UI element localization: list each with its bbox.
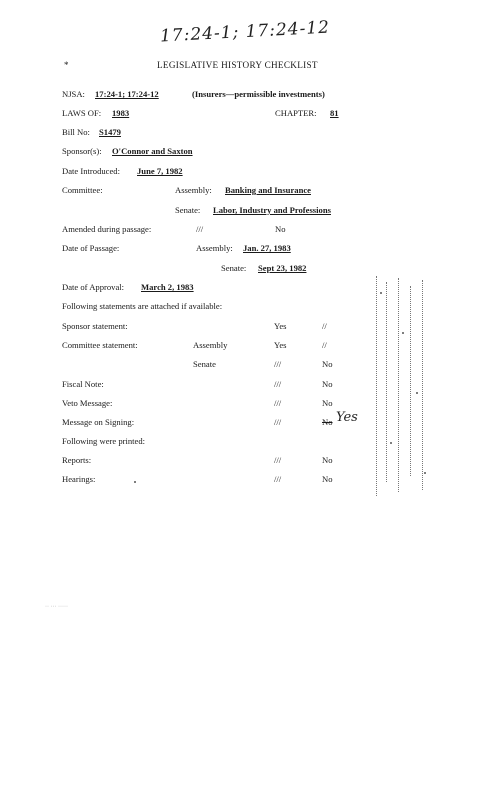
signing-message-label: Message on Signing: [62,417,135,427]
hearings-mark: /// [274,474,282,484]
passage-assembly-label: Assembly: [196,243,233,253]
sponsor-label: Sponsor(s): [62,146,102,156]
signing-message-yes-handwritten: Yes [336,410,358,425]
sponsor-statement-yes: Yes [274,321,287,331]
date-introduced-value: June 7, 1982 [137,166,183,176]
sponsor-statement-mark: // [322,321,327,331]
chapter-label: CHAPTER: [275,108,317,118]
committee-assembly-yes: Yes [274,340,287,350]
committee-statement-assembly: Assembly [193,340,228,350]
committee-statement-label: Committee statement: [62,340,138,350]
approval-label: Date of Approval: [62,282,125,292]
njsa-value: 17:24-1; 17:24-12 [95,89,159,99]
hearings-label: Hearings: [62,474,96,484]
laws-of-label: LAWS OF: [62,108,102,118]
sponsor-value: O'Connor and Saxton [112,146,193,156]
amended-value: No [275,224,286,234]
fiscal-note-mark: /// [274,379,282,389]
committee-assembly-mark: // [322,340,327,350]
passage-senate-label: Senate: [221,263,247,273]
veto-message-label: Veto Message: [62,398,113,408]
scan-speck [134,481,136,483]
laws-of-value: 1983 [112,108,130,118]
subject-text: (Insurers—permissible investments) [192,89,325,99]
committee-senate-label: Senate: [175,205,201,215]
approval-value: March 2, 1983 [141,282,194,292]
signing-message-mark: /// [274,417,282,427]
sponsor-statement-label: Sponsor statement: [62,321,128,331]
fiscal-note-label: Fiscal Note: [62,379,104,389]
committee-statement-senate: Senate [193,359,216,369]
veto-message-no: No [322,398,333,408]
bill-no-value: S1479 [99,127,121,137]
passage-label: Date of Passage: [62,243,120,253]
handwritten-statute-title: 17:24-1; 17:24-12 [159,17,331,47]
committee-senate-mark: /// [274,359,282,369]
printed-note: Following were printed: [62,436,146,446]
assembly-committee-value: Banking and Insurance [225,185,311,195]
signing-message-no-struck: No [322,417,333,427]
chapter-value: 81 [330,108,339,118]
scan-smudge: ·· ··· ····· [45,604,68,610]
committee-assembly-label: Assembly: [175,185,212,195]
passage-assembly-value: Jan. 27, 1983 [243,243,291,253]
amended-label: Amended during passage: [62,224,152,234]
reports-label: Reports: [62,455,92,465]
reports-no: No [322,455,333,465]
committee-label: Committee: [62,185,103,195]
scan-edge-artifact [372,272,432,502]
fiscal-note-no: No [322,379,333,389]
veto-message-mark: /// [274,398,282,408]
njsa-label: NJSA: [62,89,85,99]
hearings-no: No [322,474,333,484]
committee-senate-no: No [322,359,333,369]
bill-no-label: Bill No: [62,127,90,137]
asterisk-mark: * [64,60,69,70]
reports-mark: /// [274,455,282,465]
passage-senate-value: Sept 23, 1982 [258,263,307,273]
date-introduced-label: Date Introduced: [62,166,120,176]
amended-mark: /// [196,224,204,234]
senate-committee-value: Labor, Industry and Professions [213,205,331,215]
form-title: LEGISLATIVE HISTORY CHECKLIST [157,60,318,70]
attached-statements-note: Following statements are attached if available: [62,301,223,311]
